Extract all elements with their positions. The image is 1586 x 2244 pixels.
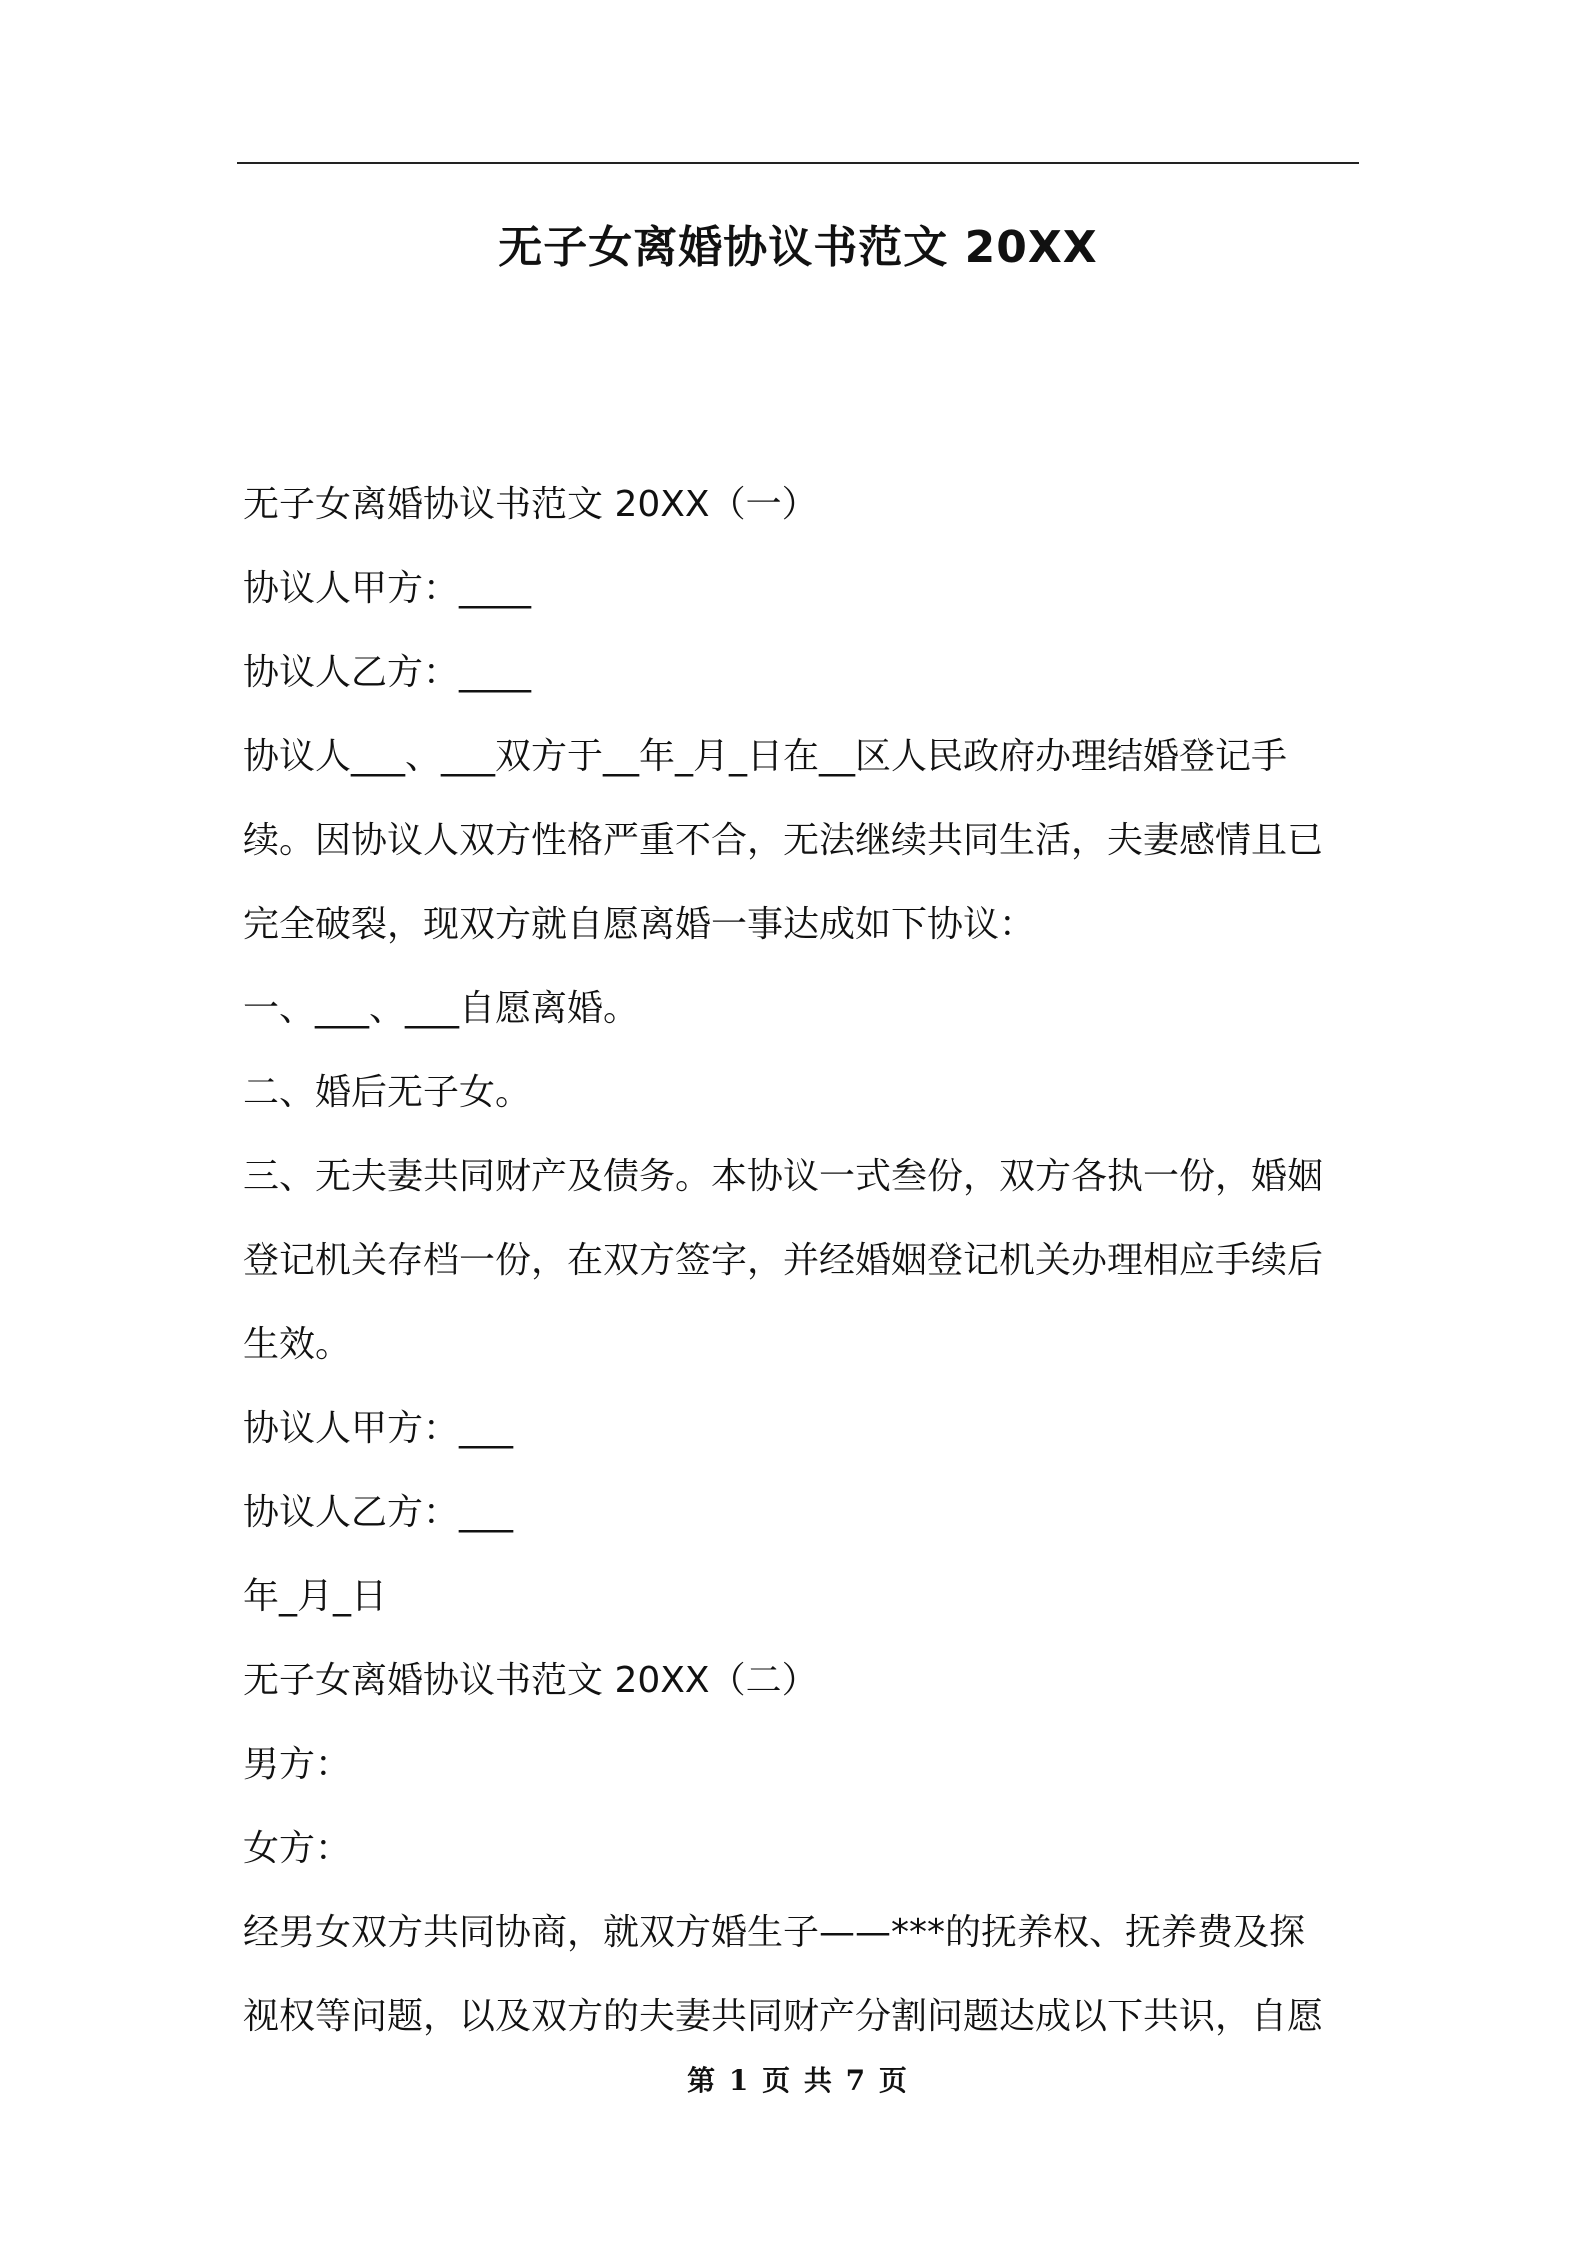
husband-line bbox=[243, 1723, 1361, 1807]
text-line: 经男女双方共同协商，就双方婚生子——***的抚养权、抚养费及探 bbox=[243, 1912, 1306, 1953]
text-line: 协议人乙方：____ bbox=[243, 652, 532, 693]
clause-1 bbox=[243, 967, 1361, 1051]
document-title: 无子女离婚协议书范文 20XX bbox=[498, 222, 1098, 273]
section-heading-1 bbox=[243, 463, 1361, 547]
document-body bbox=[243, 463, 1361, 2059]
text-line: 男方： bbox=[243, 1744, 352, 1785]
party-b-line bbox=[243, 631, 1361, 715]
party-a-line bbox=[243, 547, 1361, 631]
text-line: 二、婚后无子女。 bbox=[243, 1072, 532, 1113]
text-line: 协议人___、___双方于__年_月_日在__区人民政府办理结婚登记手 bbox=[243, 736, 1288, 777]
wife-line bbox=[243, 1807, 1361, 1891]
text-line: 协议人甲方：____ bbox=[243, 568, 532, 609]
text-line: 无子女离婚协议书范文 20XX（二） bbox=[243, 1660, 818, 1701]
text-line: 一、___、___自愿离婚。 bbox=[243, 988, 640, 1029]
page-number: 第 1 页 共 7 页 bbox=[687, 2064, 909, 2097]
clause-3 bbox=[243, 1135, 1361, 1387]
text-line: 三、无夫妻共同财产及债务。本协议一式叁份，双方各执一份，婚姻 bbox=[243, 1156, 1324, 1197]
text-line: 生效。 bbox=[243, 1324, 352, 1365]
text-line: 登记机关存档一份，在双方签字，并经婚姻登记机关办理相应手续后 bbox=[243, 1240, 1324, 1281]
text-line: 续。因协议人双方性格严重不合，无法继续共同生活，夫妻感情且已 bbox=[243, 820, 1324, 861]
signature-party-b bbox=[243, 1471, 1361, 1555]
text-line: 视权等问题，以及双方的夫妻共同财产分割问题达成以下共识，自愿 bbox=[243, 1996, 1324, 2037]
preamble-paragraph bbox=[243, 715, 1361, 967]
text-line: 完全破裂，现双方就自愿离婚一事达成如下协议： bbox=[243, 904, 1036, 945]
clause-2 bbox=[243, 1051, 1361, 1135]
text-line: 协议人甲方：___ bbox=[243, 1408, 514, 1449]
text-line: 女方： bbox=[243, 1828, 352, 1869]
signature-date bbox=[243, 1555, 1361, 1639]
text-line: 年_月_日 bbox=[243, 1576, 388, 1617]
text-line: 无子女离婚协议书范文 20XX（一） bbox=[243, 484, 818, 525]
consensus-paragraph bbox=[243, 1891, 1361, 2059]
section-heading-2 bbox=[243, 1639, 1361, 1723]
signature-party-a bbox=[243, 1387, 1361, 1471]
header-rule bbox=[237, 162, 1359, 164]
text-line: 协议人乙方：___ bbox=[243, 1492, 514, 1533]
